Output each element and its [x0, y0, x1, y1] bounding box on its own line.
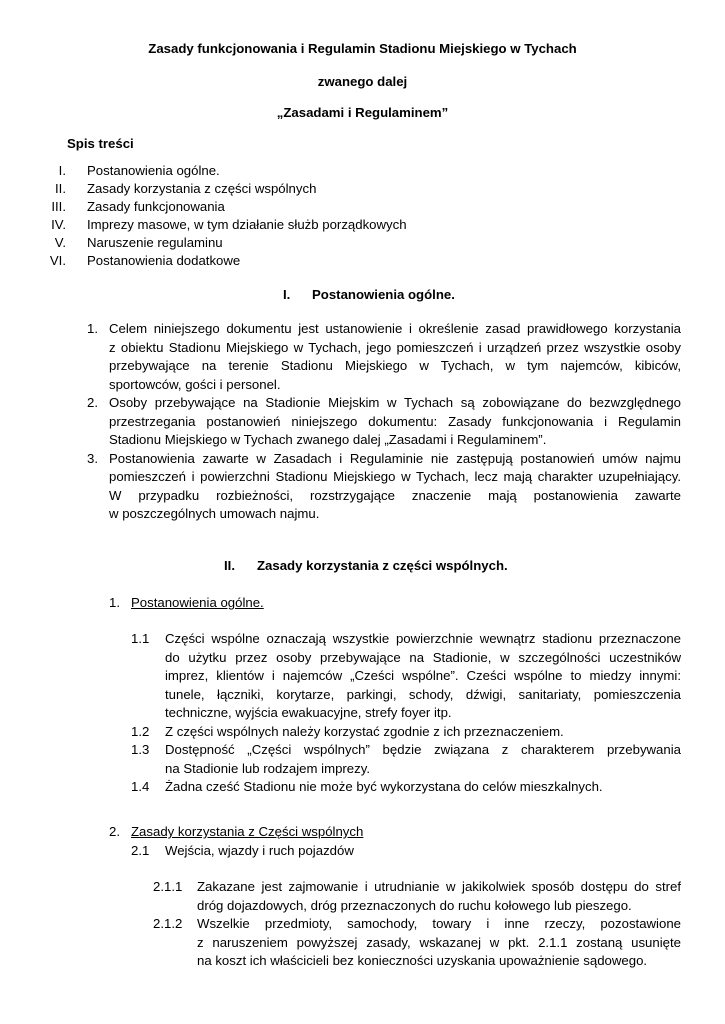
list-item-text — [165, 630, 681, 723]
toc-item-number: VI. — [49, 253, 66, 268]
section-2-title: Zasady korzystania z części wspólnych. — [257, 558, 508, 573]
text-line: na koszt ich właścicieli bez konieczności uzyskania upoważnienie sądowego. — [197, 953, 648, 968]
toc-item — [0, 252, 725, 270]
list-item-number: 1.2 — [131, 723, 150, 739]
text-line: na Stadionie lub rodzajem imprezy. — [165, 760, 370, 776]
table-of-contents — [0, 162, 725, 270]
toc-item-label: Imprezy masowe, w tym działanie służb porządkowych — [87, 217, 407, 232]
text-line: pomieszczeń i powierzchni Stadionu Miejskiego w Tychach, lecz mają charakter uzupełniający. — [109, 469, 681, 484]
document-subtitle: zwanego dalej — [317, 74, 408, 89]
list-item — [0, 630, 725, 723]
subsection-1-number: 1. — [109, 595, 120, 610]
text-line: sportowców, gości i personel. — [109, 376, 281, 392]
list-item-text — [197, 878, 681, 915]
list-item-number: 1.1 — [131, 631, 150, 646]
toc-item-label: Zasady korzystania z części wspólnych — [87, 181, 317, 196]
text-line: Wszelkie przedmioty, samochody, towary i inne rzeczy, pozostawione — [197, 916, 681, 931]
document-short-name: „Zasadami i Regulaminem” — [276, 105, 449, 120]
list-item-number: 2. — [87, 395, 98, 410]
text-line: imprez, klientów i najemców „Cześci wspólne”. Cześci wspólne to miedzy innymi: — [165, 668, 681, 683]
list-item-text — [165, 741, 681, 778]
section-1-number: I. — [283, 287, 291, 302]
list-item — [0, 741, 725, 778]
text-line: przestrzegania postanowień niniejszego dokumentu: Zasady funkcjonowania i Regulamin — [109, 413, 681, 429]
subsection-1-title: Postanowienia ogólne. — [131, 595, 264, 610]
list-item — [0, 450, 725, 524]
toc-item — [0, 180, 725, 198]
list-item-number: 2.1.2 — [153, 916, 183, 931]
toc-item — [0, 234, 725, 252]
list-item — [0, 320, 725, 394]
toc-heading: Spis treści — [67, 136, 134, 151]
toc-item-number: V. — [54, 235, 66, 250]
section-1-title: Postanowienia ogólne. — [312, 287, 455, 302]
list-item-text — [165, 723, 681, 742]
toc-item-number: II. — [55, 181, 66, 196]
toc-item — [0, 216, 725, 234]
list-item-number: 3. — [87, 450, 98, 466]
section-2-number: II. — [224, 558, 235, 573]
list-item-text — [109, 394, 681, 450]
list-item — [0, 915, 725, 971]
text-line: Postanowienia zawarte w Zasadach i Regulaminie nie zastępują postanowień umów najmu — [109, 450, 681, 466]
text-line: Stadionu Miejskiego w Tychach zwanego dalej „Zasadami i Regulaminem”. — [109, 432, 547, 447]
text-line: z naruszeniem powyższej zasady, wskazanej w pkt. 2.1.1 zostaną usunięte — [197, 934, 681, 950]
toc-item — [0, 198, 725, 216]
text-line: tunele, łączniki, korytarze, parkingi, schody, dźwigi, sanitariaty, pomieszczenia — [165, 686, 681, 702]
list-item-number: 1.4 — [131, 779, 150, 794]
text-line: Części wspólne oznaczają wszystkie powierzchnie wewnątrz stadionu przeznaczone — [165, 631, 681, 646]
text-line: w poszczególnych umowach najmu. — [109, 506, 320, 521]
list-item-text — [109, 320, 681, 394]
text-line: Z części wspólnych należy korzystać zgodnie z ich przeznaczeniem. — [165, 723, 564, 739]
toc-item-label: Zasady funkcjonowania — [87, 199, 225, 214]
text-line: przebywające na terenie Stadionu Miejskiego w Tychach, w tym najemców, kibiców, — [109, 358, 681, 373]
list-item-number: 1. — [87, 321, 98, 336]
list-item-text — [197, 915, 681, 971]
toc-item-label: Postanowienia dodatkowe — [87, 253, 241, 268]
subsection-2-number: 2. — [109, 824, 120, 839]
text-line: Celem niniejszego dokumentu jest ustanowienie i określenie zasad prawidłowego korzystania — [109, 321, 681, 336]
toc-item-number: III. — [51, 199, 66, 214]
list-item-text — [109, 450, 681, 524]
text-line: do użytku przez osoby przebywające na Stadionie, w szczególności uczestników — [165, 649, 681, 665]
subsection-2-1-list — [0, 878, 725, 971]
toc-item-number: IV. — [51, 217, 66, 232]
text-line: z obiektu Stadionu Miejskiego w Tychach, jego pomieszczeń i urządzeń przez wszystkie osoby — [109, 339, 681, 355]
text-line: Osoby przebywające na Stadionie Miejskim w Tychach są zobowiązane do bezwzględnego — [109, 395, 681, 410]
text-line: dróg dojazdowych, dróg przeznaczonych do ruchu kołowego lub pieszego. — [197, 897, 632, 913]
section-1-list — [0, 320, 725, 524]
text-line: Żadna cześć Stadionu nie może być wykorzystana do celów mieszkalnych. — [165, 779, 603, 794]
list-item — [0, 394, 725, 450]
list-item — [0, 778, 725, 797]
toc-item-number: I. — [58, 163, 66, 178]
subsection-1-list — [0, 630, 725, 797]
text-line: W przypadku rozbieżności, rozstrzygające znaczenie mają postanowienia zawarte — [109, 487, 681, 503]
toc-item-label: Naruszenie regulaminu — [87, 235, 223, 250]
subsection-2-1-title: Wejścia, wjazdy i ruch pojazdów — [165, 843, 354, 858]
toc-item-label: Postanowienia ogólne. — [87, 163, 220, 178]
document-title: Zasady funkcjonowania i Regulamin Stadionu Miejskiego w Tychach — [148, 41, 577, 56]
text-line: techniczne, wyjścia ewakuacyjne, strefy foyer itp. — [165, 705, 452, 720]
list-item-text — [165, 778, 681, 797]
subsection-2-title: Zasady korzystania z Części wspólnych — [131, 824, 364, 839]
subsection-2-1-number: 2.1 — [131, 843, 150, 858]
list-item-number: 1.3 — [131, 742, 150, 757]
text-line: Dostępność „Części wspólnych” będzie związana z charakterem przebywania — [165, 742, 681, 757]
list-item — [0, 723, 725, 742]
toc-item — [0, 162, 725, 180]
list-item — [0, 878, 725, 915]
text-line: Zakazane jest zajmowanie i utrudnianie w jakikolwiek sposób dostępu do stref — [197, 879, 681, 894]
list-item-number: 2.1.1 — [153, 879, 183, 894]
